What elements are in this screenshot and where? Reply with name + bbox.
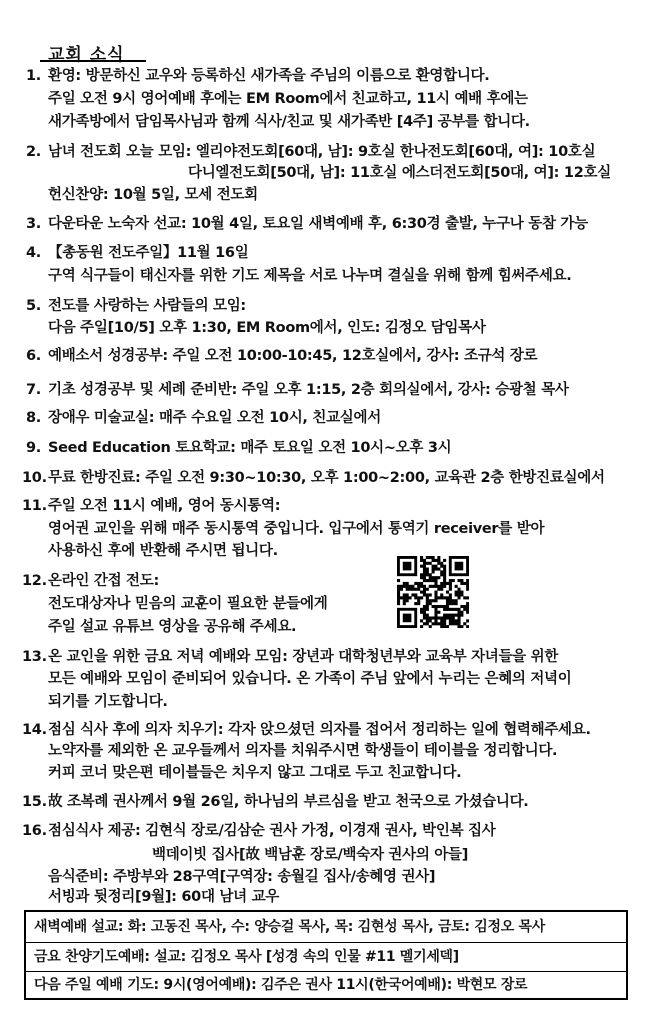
box-line-friday-worship: 금요 찬양기도예배: 설교: 김정오 목사 [성경 속의 인물 #11 멜기세덱] [34, 949, 459, 965]
item-number: 12. [22, 573, 47, 589]
item-number: 13. [22, 649, 47, 665]
qr-code [397, 556, 469, 628]
item-text-line: 전도대상자나 믿음의 교훈이 필요한 분들에게 [48, 596, 328, 612]
item-text-line: 온 교인을 위한 금요 저녁 예배와 모임: 장년과 대학청년부와 교육부 자녀들을 위한 [48, 649, 559, 665]
item-number: 5. [26, 298, 41, 314]
item-text-line: 다운타운 노숙자 선교: 10월 4일, 토요일 새벽예배 후, 6:30경 출발, 누구나 동참 가능 [48, 216, 588, 232]
item-text-line: 사용하신 후에 반환해 주시면 됩니다. [48, 543, 278, 559]
item-text-line: 영어권 교인을 위해 매주 동시통역 중입니다. 입구에서 통역기 receiver를 받아 [48, 521, 545, 537]
item-number: 16. [22, 823, 47, 839]
item-text-line: 환영: 방문하신 교우와 등록하신 새가족을 주님의 이름으로 환영합니다. [48, 68, 490, 84]
item-text-line: 되기를 기도합니다. [48, 694, 168, 710]
item-text-line: 노약자를 제외한 온 교우들께서 의자를 치워주시면 학생들이 테이블을 정리합니다. [48, 743, 558, 759]
box-line-next-sunday-prayer: 다음 주일 예배 기도: 9시(영어예배): 김주은 권사 11시(한국어예배): 박현모 장로 [34, 977, 528, 993]
item-text-line: 헌신찬양: 10월 5일, 모세 전도회 [48, 187, 258, 203]
box-line-dawn-worship: 새벽예배 설교: 화: 고동진 목사, 수: 양승걸 목사, 목: 김현성 목사, 금토: 김정오 목사 [34, 919, 545, 935]
item-text-line: 구역 식구들이 태신자를 위한 기도 제목을 서로 나누며 결실을 위해 함께 힘써주세요. [48, 268, 572, 284]
item-number: 2. [26, 144, 41, 160]
item-text-line: 기초 성경공부 및 세례 준비반: 주일 오후 1:15, 2층 회의실에서, 강사: 승광철 목사 [48, 382, 569, 398]
item-number: 6. [26, 348, 41, 364]
item-text-line: 점심식사 제공: 김현식 장로/김삼순 권사 가정, 이경재 권사, 박인복 집사 [48, 823, 496, 839]
item-number: 8. [26, 410, 41, 426]
item-text-line: 커피 코너 맞은편 테이블들은 치우지 않고 그대로 두고 친교합니다. [48, 765, 462, 781]
worship-schedule-box [24, 910, 628, 1000]
item-text-line: 무료 한방진료: 주일 오전 9:30~10:30, 오후 1:00~2:00, 교육관 2층 한방진료실에서 [48, 470, 605, 486]
item-number: 10. [22, 470, 47, 486]
item-text-line: 다음 주일[10/5] 오후 1:30, EM Room에서, 인도: 김정오 담임목사 [48, 320, 486, 336]
item-number: 1. [26, 68, 41, 84]
item-number: 7. [26, 382, 41, 398]
item-number: 15. [22, 794, 47, 810]
item-text-line: 【총동원 전도주일】11월 16일 [48, 245, 249, 261]
item-number: 14. [22, 722, 47, 738]
item-text-line: Seed Education 토요학교: 매주 토요일 오전 10시~오후 3시 [48, 440, 452, 456]
item-text-line: 다니엘전도회[50대, 남]: 11호실 에스더전도회[50대, 여]: 12호실 [188, 165, 611, 181]
title-underline [40, 60, 146, 62]
item-text-line: 점심 식사 후에 의자 치우기: 각자 앉으셨던 의자를 접어서 정리하는 일에 협력해주세요. [48, 722, 591, 738]
item-text-line: 서빙과 뒷정리[9월]: 60대 남녀 교우 [48, 889, 279, 905]
item-text-line: 모든 예배와 모임이 준비되어 있습니다. 온 가족이 주님 앞에서 누리는 은혜의 저녁이 [48, 671, 572, 687]
item-number: 9. [26, 440, 41, 456]
item-text-line: 주일 오전 11시 예배, 영어 동시통역: [48, 498, 281, 514]
item-number: 11. [22, 498, 47, 514]
item-text-line: 음식준비: 주방부와 28구역[구역장: 송월길 집사/송혜영 권사] [48, 869, 436, 885]
box-divider [26, 942, 626, 943]
item-text-line: 장애우 미술교실: 매주 수요일 오전 10시, 친교실에서 [48, 410, 381, 426]
item-text-line: 전도를 사랑하는 사람들의 모임: [48, 298, 246, 314]
item-number: 3. [26, 216, 41, 232]
item-text-line: 주일 설교 유튜브 영상을 공유해 주세요. [48, 619, 297, 635]
item-number: 4. [26, 245, 41, 261]
item-text-line: 故 조복례 권사께서 9월 26일, 하나님의 부르심을 받고 천국으로 가셨습니다. [48, 794, 529, 810]
item-text-line: 새가족방에서 담임목사님과 함께 식사/친교 및 새가족반 [4주] 공부를 합니다. [48, 114, 530, 130]
page-title: 교회 소식 [48, 45, 125, 65]
item-text-line: 주일 오전 9시 영어예배 후에는 EM Room에서 친교하고, 11시 예배 후에는 [48, 91, 528, 107]
box-divider [26, 971, 626, 972]
item-text-line: 백데이빗 집사[故 백남훈 장로/백숙자 권사의 아들] [152, 847, 469, 863]
item-text-line: 남녀 전도회 오늘 모임: 엘리야전도회[60대, 남]: 9호실 한나전도회[60대, 여]: 10호실 [48, 144, 596, 160]
item-text-line: 온라인 간접 전도: [48, 573, 159, 589]
item-text-line: 예배소서 성경공부: 주일 오전 10:00-10:45, 12호실에서, 강사: 조규석 장로 [48, 348, 538, 364]
